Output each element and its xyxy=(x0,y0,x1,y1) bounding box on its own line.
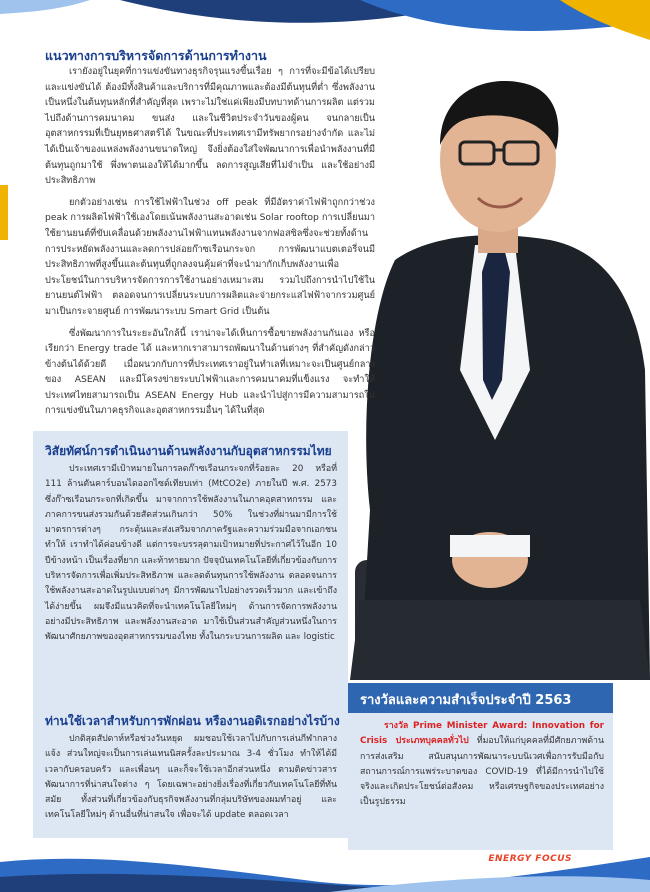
section-body-leisure xyxy=(45,732,337,824)
award-body xyxy=(360,719,604,811)
award-name: รางวัล Prime Minister Award: Innovation for Crisis ประเภทบุคคลทั่วไป xyxy=(360,721,604,747)
paragraph: ประเทศเรามีเป้าหมายในการลดก๊าซเรือนกระจกที่ร้อยละ 20 หรือที่ 111 ล้านตันคาร์บอนไดออกไซด์เทียบเท่า (MtCO2e) ภายในปี พ.ศ. 2573 ซึ่งก๊าซเรือนกระจกที่เกิดขึ้น มาจากการใช้พลังงานในภาคอุตสาหกรรม และภาคการขนส่งรวมกันด้วยสัดส่วนเกินกว่า 50% ในช่วงที่ผ่านมามีการใช้มาตรการต่างๆ กระตุ้นและส่งเสริมจากภาครัฐและความร่วมมือจากเอกชน ทำให้ เราทำได้ค่อนข้างดี แต่การจะบรรลุตามเป้าหมายที่ประกาศไว้ในอีก 10 ปีข้างหน้า เป็นเรื่องที่ยาก และท้าทายมาก ปัจจุบันเทคโนโลยีที่เกี่ยวข้องกับการบริหารจัดการเพื่อเพิ่มประสิทธิภาพ และลดต้นทุนการใช้พลังงาน ตลอดจนการใช้พลังงานสะอาดในรูปแบบต่างๆ มีการพัฒนาไปอย่างรวดเร็วมาก และเข้าถึงได้ง่ายขึ้น ผมจึงมีแนวคิดที่จะนำเทคโนโลยีใหม่ๆ ด้านการจัดการพลังงานอย่างมีประสิทธิภาพ และพลังงานสะอาด มาใช้เป็นส่วนสำคัญส่วนหนึ่งในการพัฒนาศักยภาพของอุตสาหกรรมของไทย ทั้งในกระบวนการผลิต และ logistic xyxy=(45,464,337,643)
paragraph: ซึ่งพัฒนาการในระยะอันใกล้นี้ เราน่าจะได้เห็นการซื้อขายพลังงานกันเอง หรือเรียกว่า Energy trade ได้ และหากเราสามารถพัฒนาในด้านต่างๆ ที่สำคัญดังกล่าวข้างต้นได้ด้วยดี เมื่อผนวกกับการที่ประเทศเราอยู่ในทำเลที่เหมาะจะเป็นศูนย์กลางของ ASEAN และมีโครงข่ายระบบไฟฟ้าและการคมนาคมที่แข็งแรง จะทำให้ประเทศไทยสามารถเป็น ASEAN Energy Hub และนำไปสู่การมีความสามารถในการแข่งขันในภาคธุรกิจและอุตสาหกรรมอื่นๆ ได้ในที่สุด xyxy=(45,327,375,417)
magazine-brand: ENERGY FOCUS xyxy=(488,854,572,864)
section-heading-vision: วิสัยทัศน์การดำเนินงานด้านพลังงานกับอุตสาหกรรมไทย xyxy=(45,444,332,458)
award-heading: รางวัลและความสำเร็จประจำปี 2563 xyxy=(348,683,613,713)
paragraph: ยกตัวอย่างเช่น การใช้ไฟฟ้าในช่วง off peak ที่มีอัตราค่าไฟฟ้าถูกกว่าช่วง peak การผลิตไฟฟ้าใช้เองโดยเน้นพลังงานสะอาดเช่น Solar rooftop การเปลี่ยนมาใช้ยานยนต์ที่ขับเคลื่อนด้วยพลังงานไฟฟ้าแทนพลังงานจากฟอสซิลซึ่งจะช่วยทั้งด้านการประหยัดพลังงานและลดการปล่อยก๊าซเรือนกระจก การพัฒนาแบตเตอรี่จนมีประสิทธิภาพที่สูงขึ้นและต้นทุนที่ถูกลงจนคุ้มค่าที่จะนำมากักเก็บพลังงานเพื่อประโยชน์ในการบริหารจัดการการใช้งานอย่างเหมาะสม รวมไปถึงการนำไปใช้ในยานยนต์ไฟฟ้า ตลอดจนการเปลี่ยนระบบการผลิตและจ่ายกระแสไฟฟ้าจากรวมศูนย์ มาเป็นกระจายศูนย์ การพัฒนาระบบ Smart Grid เป็นต้น xyxy=(45,196,375,317)
paragraph: ปกติสุดสัปดาห์หรือช่วงวันหยุด ผมชอบใช้เวลาไปกับการเล่นกีฬากลางแจ้ง ส่วนใหญ่จะเป็นการเล่นเทนนิสครั้งละประมาณ 3-4 ชั่วโมง ทำให้ได้มีเวลากับครอบครัว และเพื่อนๆ และก็จะใช้เวลาอีกส่วนหนึ่ง ตามติดข่าวสาร พัฒนาการที่น่าสนใจต่าง ๆ โดยเฉพาะอย่างยิ่งเรื่องที่เกี่ยวกับเทคโนโลยีที่ทันสมัย ทั้งส่วนที่เกี่ยวข้องกับธุรกิจพลังงานที่กลุ่มบริษัทของผมทำอยู่ และเทคโนโลยีใหม่ๆ ด้านอื่นที่น่าสนใจ เพื่อจะได้ update ตลอดเวลา xyxy=(45,734,337,821)
award-paragraph xyxy=(360,719,604,811)
paragraph: เรายังอยู่ในยุคที่การแข่งขันทางธุรกิจรุนแรงขึ้นเรื่อย ๆ การที่จะมีข้อได้เปรียบและแข่งขันได้ ต้องมีทั้งสินค้าและบริการที่มีคุณภาพและต้องมีต้นทุนที่ต่ำ ซึ่งพลังงานเป็นหนึ่งในต้นทุนหลักที่สำคัญที่สุด เพราะไม่ใช่แค่เพียงมีบทบาทด้านการผลิต แต่รวมไปถึงด้านการคมนาคม ขนส่ง และในชีวิตประจำวันของผู้คน จนกลายเป็นอุตสาหกรรมที่เป็นยุทธศาสตร์ได้ ในขณะที่ประเทศเรามีทรัพยากรอย่างจำกัด และไม่ได้เป็นเจ้าของแหล่งพลังงานขนาดใหญ่ จึงยิ่งต้องใส่ใจพัฒนาการเพื่อนำพลังงานที่มีต้นทุนถูกมาใช้ พึ่งพาตนเองให้ได้มากขึ้น ลดการสูญเสียที่ไม่จำเป็น และใช้อย่างมีประสิทธิภาพ xyxy=(45,66,375,187)
left-accent-bar xyxy=(0,185,8,240)
section-body-vision xyxy=(45,462,337,646)
section-heading-leisure: ท่านใช้เวลาสำหรับการพักผ่อน หรืองานอดิเรกอย่างไรบ้าง xyxy=(45,714,340,728)
award-description: ที่มอบให้แก่บุคคลที่มีศักยภาพด้านการส่งเสริม สนับสนุนการพัฒนาระบบนิเวศเพื่อการรับมือกับสถานการณ์การแพร่ระบาดของ COVID-19 ที่ได้มีการนำไปใช้จริงและเกิดประโยชน์ต่อสังคม หรือเศรษฐกิจของประเทศอย่างเป็นรูปธรรม xyxy=(360,736,604,808)
section-heading-management: แนวทางการบริหารจัดการด้านการทำงาน xyxy=(45,48,267,63)
section-body-management xyxy=(45,64,375,419)
